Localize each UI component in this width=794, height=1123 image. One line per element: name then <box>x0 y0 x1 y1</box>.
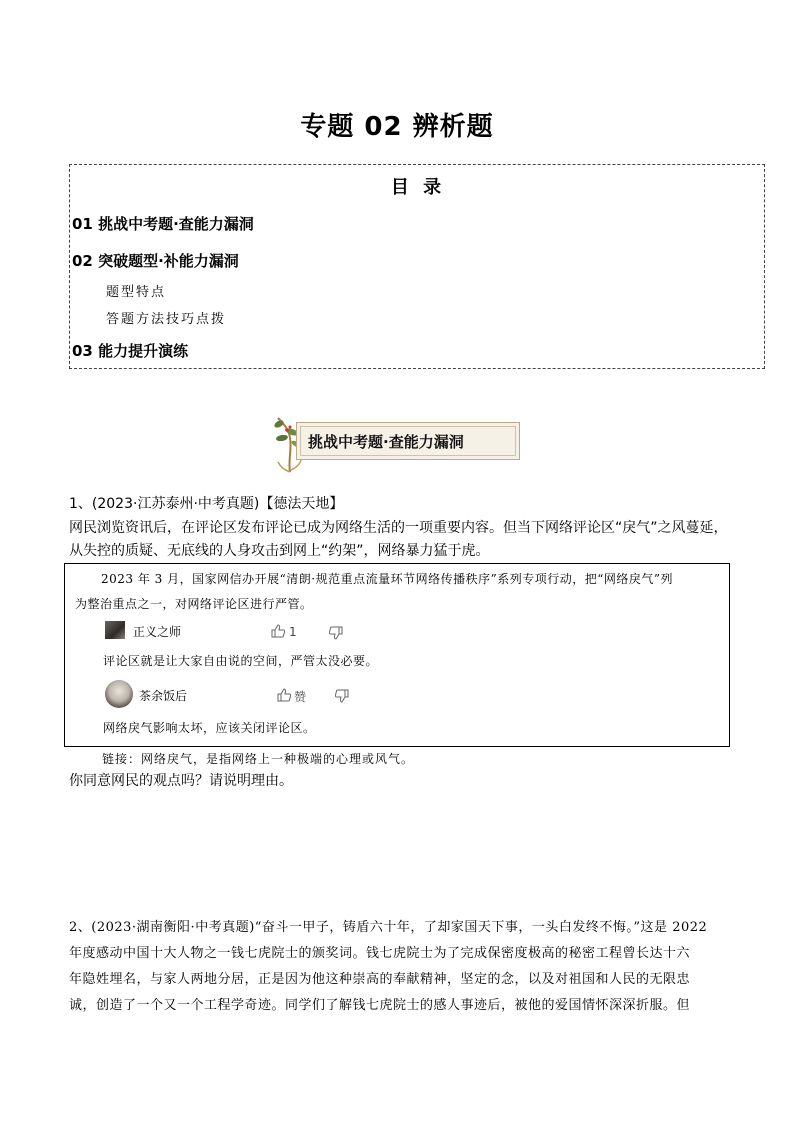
toc-subitem-methods[interactable]: 答题方法技巧点拨 <box>106 312 227 327</box>
q2-line-1: 2、(2023·湖南衡阳·中考真题)“奋斗一甲子，铸盾六十年，了却家国天下事，一头白发终不悔。”这是 2022 <box>69 920 708 935</box>
section-banner <box>270 416 522 472</box>
comment-text-1: 评论区就是让大家自由说的空间，严管太没必要。 <box>103 654 379 668</box>
material-line-2: 为整治重点之一，对网络评论区进行严管。 <box>75 597 313 611</box>
material-box <box>64 563 730 747</box>
material-line-1: 2023 年 3 月，国家网信办开展“清朗·规范重点流量环节网络传播秩序”系列专项行动，把“网络戾气”列 <box>101 572 673 586</box>
page-title: 专题 02 辨析题 <box>300 112 494 142</box>
like-label: 赞 <box>294 690 307 704</box>
like-count: 1 <box>289 625 297 639</box>
toc-heading: 目 录 <box>390 177 446 198</box>
q1-intro-line-2: 从失控的质疑、无底线的人身攻击到网上“约架”，网络暴力猛于虎。 <box>69 543 490 559</box>
toc-item-03[interactable]: 03 能力提升演练 <box>72 342 189 360</box>
comment-user-2: 茶余饭后 <box>139 689 188 703</box>
toc-subitem-features[interactable]: 题型特点 <box>106 285 167 300</box>
thumbs-up-icon[interactable] <box>277 688 291 705</box>
q1-question: 你同意网民的观点吗？请说明理由。 <box>69 773 293 789</box>
banner-label: 挑战中考题·查能力漏洞 <box>308 433 464 451</box>
q2-line-2: 年度感动中国十大人物之一钱七虎院士的颁奖词。钱七虎院士为了完成保密度极高的秘密工程曾长达十六 <box>69 946 691 961</box>
toc-item-02[interactable]: 02 突破题型·补能力漏洞 <box>72 252 239 270</box>
thumbs-up-icon[interactable] <box>271 624 285 641</box>
q1-intro-line-1: 网民浏览资讯后，在评论区发布评论已成为网络生活的一项重要内容。但当下网络评论区“戾气”之风蔓延， <box>69 520 728 536</box>
thumbs-down-icon[interactable] <box>329 626 343 643</box>
q2-line-3: 年隐姓埋名，与家人两地分居，正是因为他这种崇高的奉献精神，坚定的念，以及对祖国和人民的无限忠 <box>69 972 691 987</box>
comment-text-2: 网络戾气影响太坏，应该关闭评论区。 <box>103 721 316 735</box>
thumbs-down-icon[interactable] <box>335 689 349 706</box>
avatar <box>105 621 125 639</box>
q2-line-4: 诚，创造了一个又一个工程学奇迹。同学们了解钱七虎院士的感人事迹后，被他的爱国情怀深深折服。但 <box>69 998 691 1013</box>
toc-item-01[interactable]: 01 挑战中考题·查能力漏洞 <box>72 215 254 233</box>
table-of-contents <box>69 164 765 369</box>
material-hint: 链接：网络戾气，是指网络上一种极端的心理或风气。 <box>102 752 415 766</box>
q1-header: 1、(2023·江苏泰州·中考真题)【德法天地】 <box>69 496 344 512</box>
comment-user-1: 正义之师 <box>133 625 182 639</box>
avatar <box>105 680 133 708</box>
